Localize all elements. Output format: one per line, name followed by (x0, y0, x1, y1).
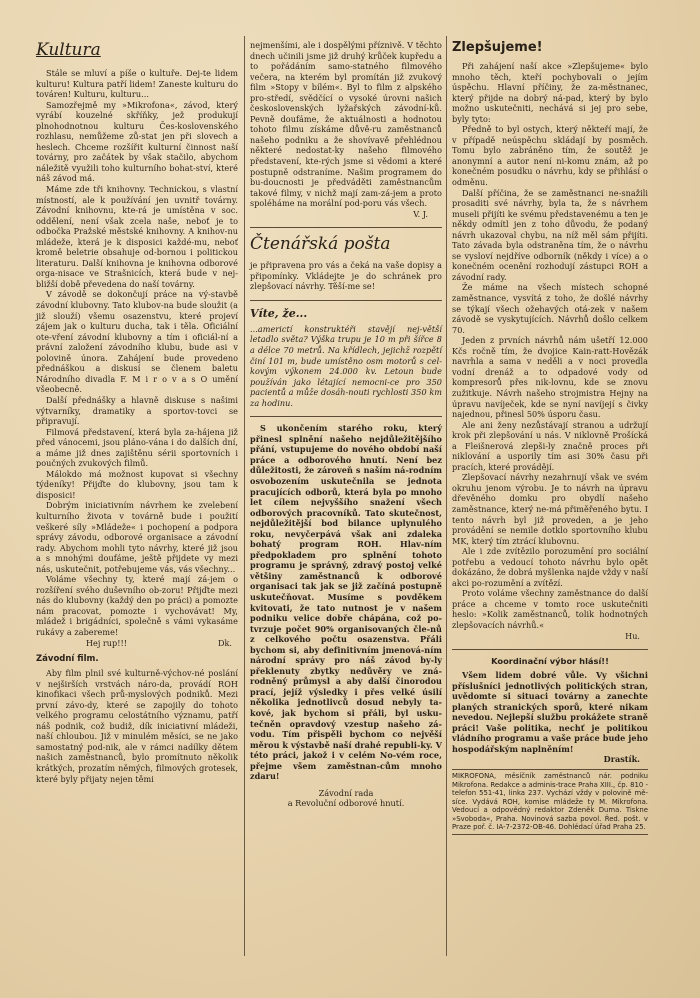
paragraph: Všem lidem dobré vůle. Vy všichni příslušníci jednotlivých politických stran, uvědomte si situaci továrny a zanechte planých stranických sporů, které nikam nevedou. Nejlepší službu prokážete straně práci! Vaše politika, nechť je politikou vládního programu a vaše práce bude jeho hospodářským naplněním! (452, 670, 648, 754)
paragraph: Že máme na všech místech schopné zaměstnance, vysvítá z toho, že došlé návrhy se týkají všech ožehavých otá-zek v našem závodě se vyskytujících. Návrhů došlo celkem 70. (452, 282, 648, 335)
paragraph: Další příčina, že se zaměstnanci ne-snažili prosaditi své návrhy, byla ta, že s návrhem museli přijíti ke svému představenému a ten je někdy odmítl jen z toho důvodu, že podaný návrh ukazoval chybu, na níž měl sám přijíti. Tato závada byla odstraněna tím, že o návrhu se vysloví nejdříve odborník (někdy i více) a o konečném ocenění rozhodují zástupci ROH a závodní rady. (452, 187, 648, 282)
paragraph: ...americtí konstruktéři stavějí nej-větší letadlo světa? Výška trupu je 10 m při šířce 8 a délce 70 metrů. Na křídlech, jejichž rozpětí činí 101 m, bude umístěno osm motorů s cel-kovým výkonem 24.000 kv. Letoun bude používán jako létající nemocni-ce pro 350 pacientů a může dosáh-nouti rychlosti 350 km za hodinu. (250, 323, 442, 408)
paragraph: Samozřejmě my »Mikrofona«, závod, který vyrábí kouzelné skříňky, jež produkují plnohodnotnou kulturu Čes-koslovenského rozhlasu, nemůžeme zů-stat jen při slovech a heslech. Chceme rozšířit kulturní činnost naší továrny, pro začátek by však stačilo, abychom náležitě využili toho kulturního bohat-ství, které náš závod má. (36, 99, 238, 184)
paragraph: Ale i zde zvítězilo porozumění pro sociální potřebu a vedoucí tohoto návrhu bylo opět dokázáno, že dobrá myšlenka najde vždy v naší akci po-rozumění a zvítězí. (452, 546, 648, 588)
signature-author: Dk. (218, 637, 232, 648)
paragraph: Jeden z prvních návrhů nám ušetří 12.000 Kčs ročně tím, že dvojice Kain-ratt-Hovězák navrhla a sama v neděli a v noci provedla vodní drenáž a to odpadové vody od kompresorů přes nik-lovnu, kde se znovu zužitkuje. Návrh našeho strojmistra Hejny na úpravu navíječek, kde se nyní navíjejí s čivky najednou, přinesl 50% úsporu času. (452, 335, 648, 420)
heading-vite-ze: Víte, že... (250, 306, 308, 320)
column-culture (36, 40, 238, 784)
column-middle (250, 40, 442, 809)
paragraph: V závodě se dokončují práce na vý-stavbě závodní klubovny. Tato klubov-na bude sloužit (a již slouží) všemu osazenstvu, které projeví zájem jak o kulturu ducha, tak i těla. Oficiální ote-vření závodní klubovny a tím i oficiál-ní a právní založení závodního klubu, bude asi v polovině února. Zahájení bude provedeno přednáškou a diskusí se členem baletu Národního divadla F. M i r o v a s O umění všeobecně. (36, 289, 238, 395)
imprint-footer: MIKROFONA, měsíčník zaměstnanců nár. podniku Mikrofona. Redakce a adminis-trace Praha XIII., čp. 810 - telefon 551-41, linka 237. Vychází vždy v polovině mě-síce. Vydává ROH, komise mládeže ty M. Mikrofona. Vedoucí a odpovědný redaktor Zdeněk Duma. Tiskne »Svoboda«, Praha. Novinová sazba povol. Řed. pošt. v Praze poř. č. IA-7-2372-OB-46. Dohlédací úřad Praha 25. (452, 769, 648, 835)
heading-ctenarska-posta: Čtenářská pošta (250, 234, 391, 255)
divider (452, 649, 648, 650)
paragraph: Předně to byl ostych, který někteří mají, že v případě neúspěchu skládají by posměch. Tomu bylo zabráněno tím, že soutěž je anonymní a autor není ni-komu znám, až po konečném posudku o návrhu, kdy se přihlásí o odměnu. (452, 124, 648, 188)
signature-line (452, 631, 648, 642)
paragraph: Proto voláme všechny zaměstnance do další práce a chceme v tomto roce uskutečniti heslo: »Kolik zaměstnanců, tolik hodnotných zlepšovacích návrhů.« (452, 588, 648, 630)
column-improvements (452, 40, 648, 835)
divider (250, 416, 442, 417)
signature-line (452, 754, 648, 765)
paragraph: S ukončením starého roku, který přinesl splnění našeho nejdůležitějšího přání, vstupujeme do nového období naší práce a odborového hnutí. Není bez důležitosti, že zároveň s naším ná-rodním osvobozením uskutečnila se jednota pracujících odborů, která byla po mnoho let cílem nejvyššího snažení všech odborových pracovníků. Tato skutečnost, nejdůležitější bod bilance uplynulého roku, nevyčerpává však ani zdaleka bohatý program ROH. Hlav-ním předpokladem pro splnění tohoto programu je správný, zdravý postoj velké většiny zaměstnanců k odborové organisaci tak jak se již začíná postupně uskutečňovat. Musíme s povděkem kvitovati, že tato nutnost je v našem podniku velice dobře chápána, což po-tvrzuje počet 90% organisovaných čle-nů z celkového počtu osazenstva. Přáli bychom si, aby definitivním jmenová-ním národní správy pro náš závod by-ly překlenuty zbytky nedůvěry ve zná-rodněný průmysl a aby další činorodou prací, jejíž výsledky i přes velké úsilí několika jednotlivců dosud nebyly ta-kové, jak bychom si přáli, byl usku-tečněn opravdový vzestup našeho zá-vodu. Tím přispěli bychom co nejvěší měrou k výstavbě naší drahé republi-ky. V této práci, jakož i v celém No-vém roce, přejme všem zaměstnan-cům mnoho zdaru! (250, 423, 442, 782)
paragraph: Stále se mluví a píše o kultuře. Dej-te lidem kulturu! Kultura patří lidem! Zaneste kulturu do továren! Kulturu, kulturu... (36, 68, 238, 100)
paragraph: Máme zde tři knihovny. Technickou, s vlastní místností, ale k používání jen uvnitř továrny. Závodní knihovnu, kte-rá je umístěna v soc. oddělení, není však zcela naše, neboť je to odbočka Pražské městské knihovny. A knihov-nu mládeže, která je k disposici každé-mu, neboť kromě beletrie obsahuje od-bornou i politickou literaturu. Další knihovna je knihovna odborové orga-nisace ve Strašnicích, která bude v nej-bližší době převedena do naší továrny. (36, 184, 238, 289)
did-you-know-box (250, 307, 442, 408)
signature-slogan: Hej rup!!! (86, 637, 127, 648)
divider (250, 300, 442, 301)
signature-author: Drastík. (603, 754, 640, 765)
paragraph: Zlepšovací návrhy nezahrnují však ve svém okruhu jenom výrobu. Je to návrh na úpravu dřevěného domku pro obydlí našeho zaměstnance, který ne-má přiměřeného bytu. I tento návrh byl již proveden, a je jeho provádění se nemile dotklo sportovního klubu MK, který tím ztrácí klubovnu. (452, 472, 648, 546)
paragraph: Další přednášky a hlavně diskuse s našimi výtvarníky, dramatiky a sportov-tovci se připravují. (36, 394, 238, 427)
heading-zlepsujeme: Zlepšujeme! (452, 40, 543, 55)
paragraph: nejmenšími, ale i dospělými příznivě. V těchto dnech učinili jsme již druhý krůček kupředu a to pořádáním samo-statného filmového večera, na kterém byl promítán již zvukový film »Stopy v bílém«. Byl to film z alpského pro-středí, svědčící o vysoké úrovni našich československých lyžařských závodní-ků. Pevně doufáme, že aktuálnosti a hodnotou tohoto filmu získáme důvě-ru zaměstnanců našeho podniku a že shovívavě přehlédnou některé nedostat-ky našeho filmového představení, kte-rých jsme si vědomi a které postupně odstraníme. Našim programem do bu-doucnosti je předváděti zaměstnancům takové filmy, v nichž mají zam-zá-jem a proto spoléháme na morální pod-poru vás všech. (250, 40, 442, 209)
heading-kultura: Kultura (36, 40, 101, 60)
signoff: Závodní rada a Revoluční odborové hnutí. (287, 787, 405, 809)
column-divider (446, 36, 447, 956)
signature-author: Hu. (625, 630, 640, 641)
paragraph: Aby film plnil své kulturně-výchov-né poslání v nejširších vrstvách náro-da, provádí ROH kinofikaci všech prů-myslových podniků. Mezi první závo-dy, které se zapojily do tohoto velkého programu celostátního významu, patří náš podnik, což budiž, dík iniciativní mládeži, naší chloubou. Již v minulém měsíci, se ne jako samostatný pod-nik, ale v rámci nadílky dětem našich zaměstnanců, bylo promítnuto několik krátkých, prozatím němých, filmových grotesek, které byly přijaty nejen těmi (36, 668, 238, 784)
paragraph: Ale ani ženy nezůstávají stranou a udržují krok při zlepšování u nás. V niklovně Prošícká a Fleišnerová zlepši-ly značně proces při niklování a usporily tím asi 30% času při pracích, které provádějí. (452, 419, 648, 472)
paragraph: Voláme všechny ty, které mají zá-jem o rozšíření svého duševního ob-zoru! Přijďte mezi nás do klubovny (každý den po práci) a pomozte nám pracovat, pomozte i vychovávat! My, mládež i brigádníci, společně s vámi vykasáme rukávy a zabereme! (36, 574, 238, 637)
paragraph: je připravena pro vás a čeká na vaše dopisy a připomínky. Vkládejte je do schránek pro zlepšovací návrhy. Těší-me se! (250, 260, 442, 292)
signature-line (250, 209, 442, 220)
paragraph: Filmová představení, která byla za-hájena již před vánocemi, jsou pláno-vána i do dalších dní, a máme již dnes zajištěnu sérii sportovních i poučných zvukových filmů. (36, 426, 238, 469)
heading-zavodni-film: Závodní film. (36, 654, 99, 665)
signature-line (36, 638, 238, 649)
divider (250, 227, 442, 228)
paragraph: Málokdo má možnost kupovat si všechny týdeníky! Přijďte do klubovny, jsou tam k disposici! (36, 468, 238, 500)
signature-author: V. J. (413, 208, 428, 219)
heading-koordinacni-vybor: Koordinační výbor hlásí!! (491, 656, 609, 667)
paragraph: Při zahájení naší akce »Zlepšujeme« bylo mnoho těch, kteří pochybovali o jejím úspěchu. Hlavní příčiny, že za-městnanec, který přijde na dobrý ná-pad, který by bylo možno uskutečniti, nechává si jej pro sebe, byly tyto: (452, 61, 648, 124)
column-divider (244, 36, 245, 956)
paragraph: Dobrým iniciativním návrhem ke zvelebení kulturního života v továrně bude i použití veškeré síly »Mládeže« i pochopení a podpora správy závodu, odborové organisace a závodní rady. Abychom mohli tyto návrhy, které již jsou a s mnohými doufáme, ještě přijdete vy mezi nás, uskutečnit, potřebujeme vás, vás všechny... (36, 500, 238, 574)
